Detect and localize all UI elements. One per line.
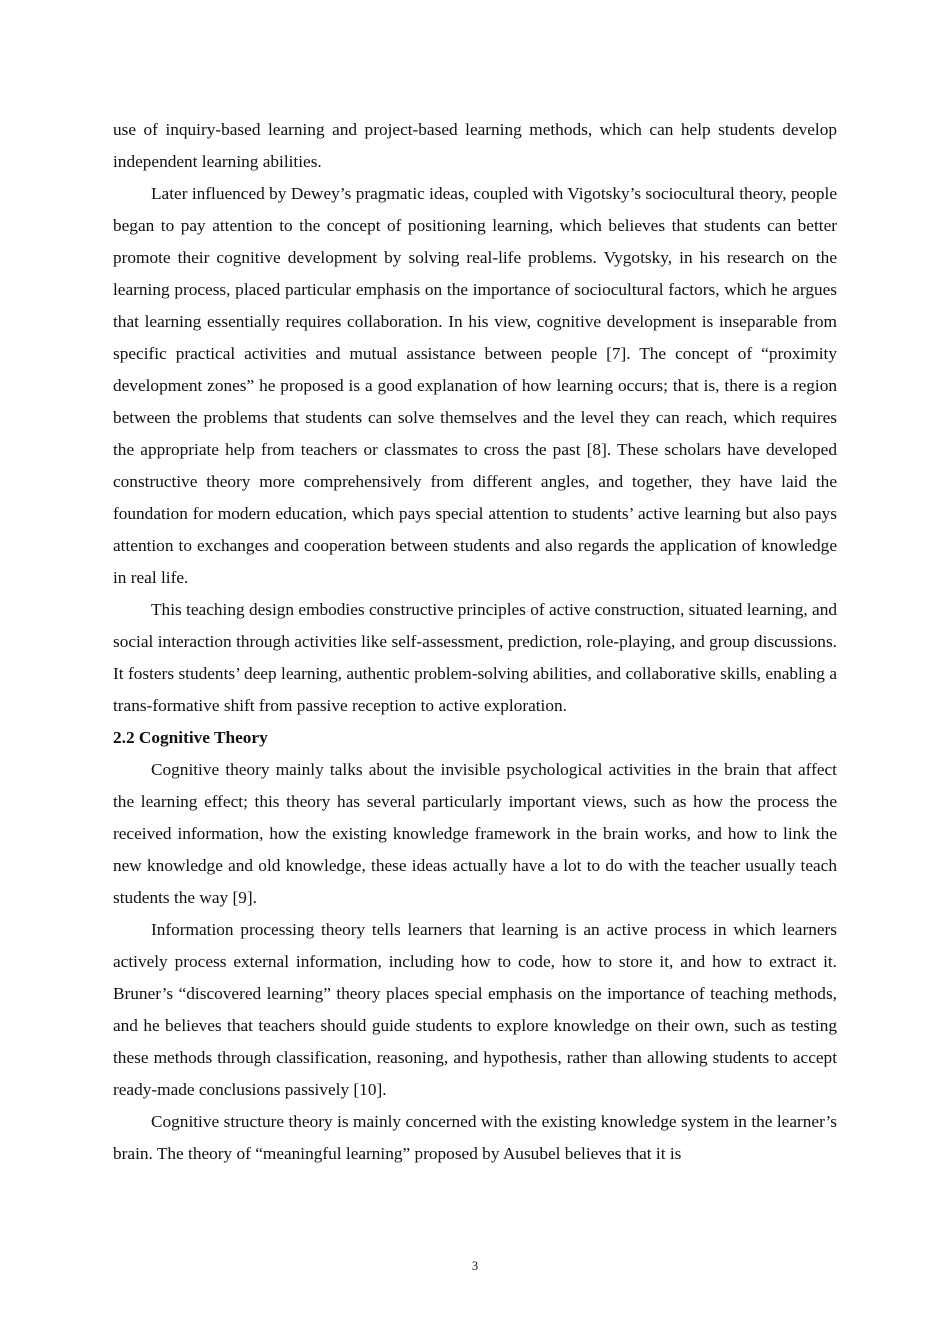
paragraph-information-processing: Information processing theory tells learners that learning is an active process in which learners actively process external information, including how to code, how to store it, and how to extract it. Bruner’s “discovered learning” theory places special emphasis on the importance of teaching methods, and he believes that teachers should guide students to explore knowledge on their own, such as testing these methods through classification, reasoning, and hypothesis, rather than allowing students to accept ready-made conclusions passively [10]. xyxy=(113,920,837,1099)
paragraph-teaching-design: This teaching design embodies constructive principles of active construction, situated learning, and social interaction through activities like self-assessment, prediction, role-playing, and group discussions. It fosters students’ deep learning, authentic problem-solving abilities, and collaborative skills, enabling a trans-formative shift from passive reception to active exploration. xyxy=(113,600,837,715)
paragraph-cognitive-structure: Cognitive structure theory is mainly concerned with the existing knowledge system in the learner’s brain. The theory of “meaningful learning” proposed by Ausubel believes that it is xyxy=(113,1112,837,1163)
paragraph-cognitive-theory: Cognitive theory mainly talks about the invisible psychological activities in the brain that affect the learning effect; this theory has several particularly important views, such as how the process the received information, how the existing knowledge framework in the brain works, and how to link the new knowledge and old knowledge, these ideas actually have a lot to do with the teacher usually teach students the way [9]. xyxy=(113,760,837,907)
paragraph-vygotsky: Later influenced by Dewey’s pragmatic ideas, coupled with Vigotsky’s sociocultural theory, people began to pay attention to the concept of positioning learning, which believes that students can better promote their cognitive development by solving real-life problems. Vygotsky, in his research on the learning process, placed particular emphasis on the importance of sociocultural factors, which he argues that learning essentially requires collaboration. In his view, cognitive development is inseparable from specific practical activities and mutual assistance between people [7]. The concept of “proximity development zones” he proposed is a good explanation of how learning occurs; that is, there is a region between the problems that students can solve themselves and the level they can reach, which requires the appropriate help from teachers or classmates to cross the past [8]. These scholars have developed constructive theory more comprehensively from different angles, and together, they have laid the foundation for modern education, which pays special attention to students’ active learning but also pays attention to exchanges and cooperation between students and also regards the application of knowledge in real life. xyxy=(113,184,837,587)
section-heading: 2.2 Cognitive Theory xyxy=(113,728,268,747)
page-number: 3 xyxy=(471,1259,479,1273)
paragraph-inquiry-learning: use of inquiry-based learning and project-based learning methods, which can help students develop independent learning abilities. xyxy=(113,120,837,171)
body-text xyxy=(113,114,837,1170)
